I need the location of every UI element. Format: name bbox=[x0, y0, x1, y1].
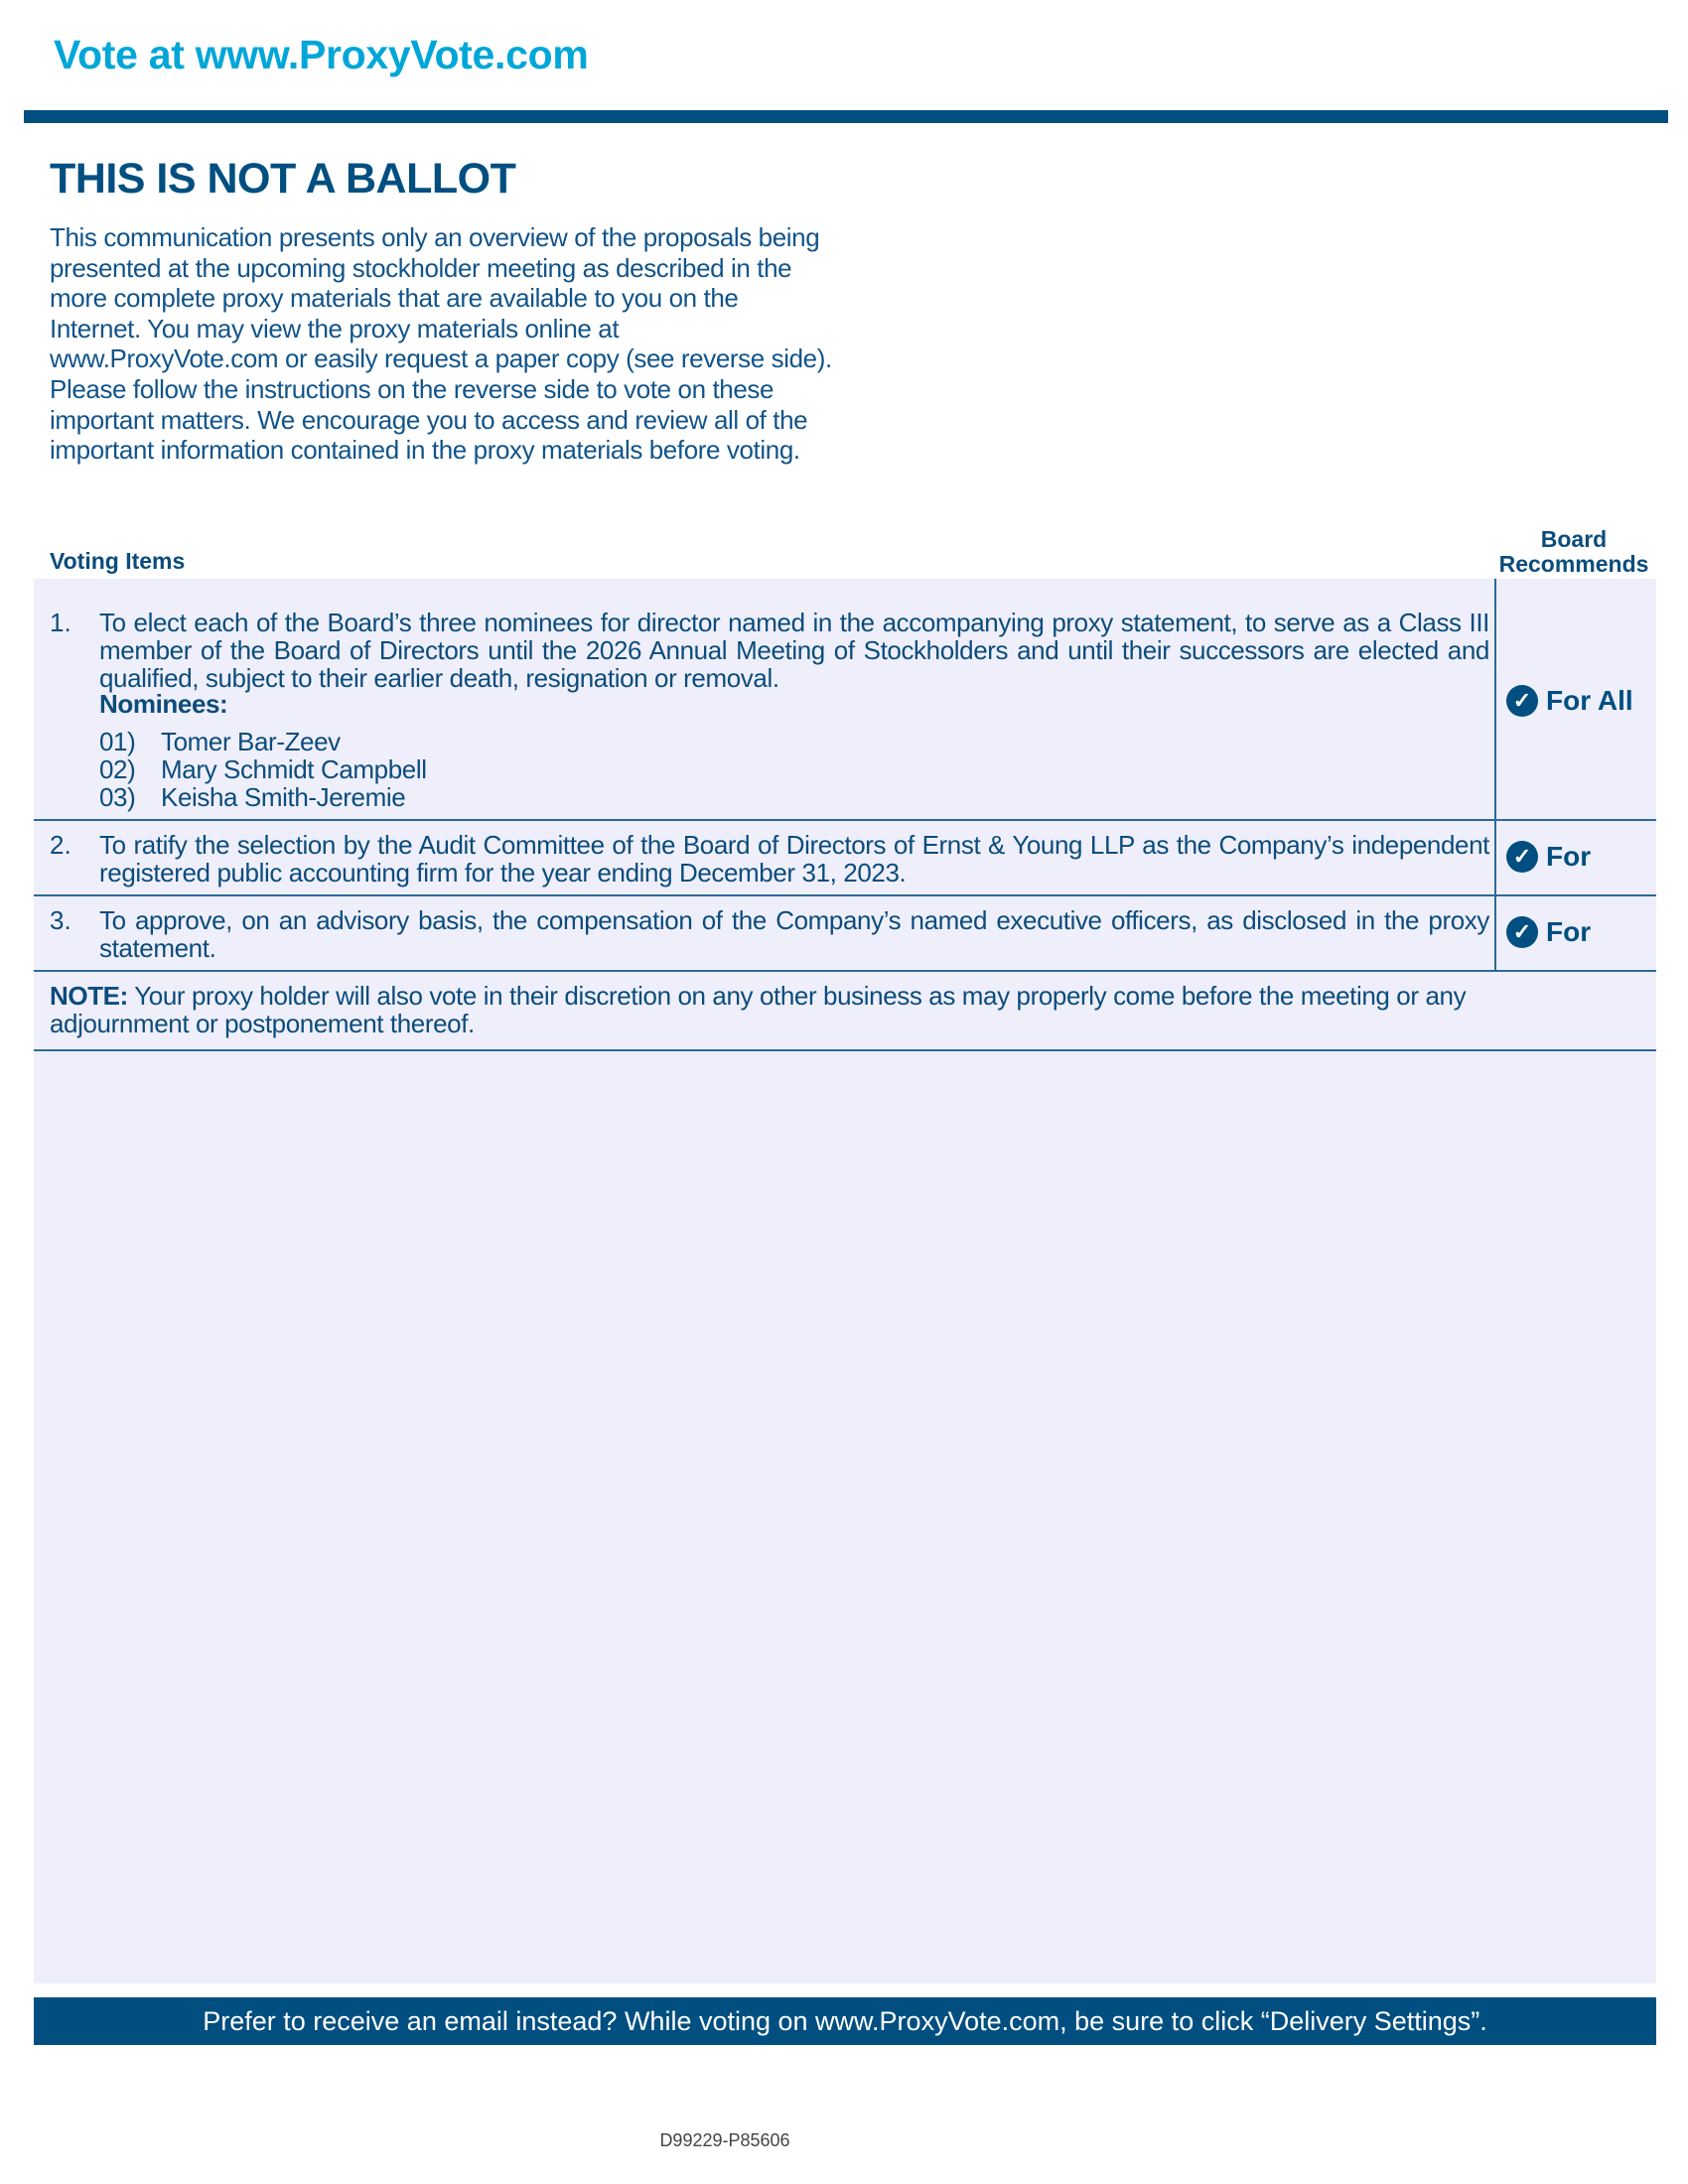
note-body: Your proxy holder will also vote in their discretion on any other business as may properly come before the meeting or any adjournment or postponement thereof. bbox=[50, 981, 1467, 1038]
check-circle-icon: ✓ bbox=[1506, 685, 1538, 717]
nominee-number: 02) bbox=[99, 754, 136, 784]
item-text: To approve, on an advisory basis, the compensation of the Company’s named executive officers, as disclosed in the proxy statement. bbox=[99, 905, 1489, 963]
check-circle-icon: ✓ bbox=[1506, 841, 1538, 873]
document-code: D99229-P85606 bbox=[659, 2130, 790, 2150]
nominee-number: 03) bbox=[99, 782, 136, 812]
note-row bbox=[34, 972, 1656, 1051]
recommendation-label: For All bbox=[1546, 685, 1633, 716]
item-number: 3. bbox=[50, 905, 71, 935]
nominee-name: Mary Schmidt Campbell bbox=[161, 754, 427, 784]
item-number: 2. bbox=[50, 830, 71, 860]
nominee-item bbox=[99, 728, 1489, 755]
board-recommends-header: Board Recommends bbox=[1498, 526, 1649, 577]
voting-item-row-2 bbox=[34, 821, 1656, 896]
recommendation bbox=[1506, 685, 1633, 717]
recommendation bbox=[1506, 916, 1591, 948]
nominees-label: Nominees: bbox=[99, 689, 228, 719]
vote-url-title: Vote at www.ProxyVote.com bbox=[54, 32, 589, 77]
voting-item-row-1 bbox=[34, 579, 1656, 821]
email-delivery-banner: Prefer to receive an email instead? While voting on www.ProxyVote.com, be sure to click “Delivery Settings”. bbox=[34, 1997, 1656, 2045]
page-title: THIS IS NOT A BALLOT bbox=[50, 155, 516, 203]
nominee-item bbox=[99, 755, 1489, 783]
intro-paragraph: This communication presents only an overview of the proposals being presented at the upcoming stockholder meeting as described in the more complete proxy materials that are available to you on the Internet. You may view the proxy materials online at www.ProxyVote.com or easily request a paper copy (see reverse side). Please follow the instructions on the reverse side to vote on these important matters. We encourage you to access and review all of the important information contained in the proxy materials before voting. bbox=[50, 222, 832, 466]
item-number: 1. bbox=[50, 608, 71, 637]
recommendation-cell bbox=[1494, 821, 1656, 894]
nominee-item bbox=[99, 783, 1489, 811]
check-circle-icon: ✓ bbox=[1506, 916, 1538, 948]
voting-items-header: Voting Items bbox=[50, 548, 186, 574]
item-text: To ratify the selection by the Audit Committee of the Board of Directors of Ernst & Young LLP as the Company’s independent registered public accounting firm for the year ending December 31, 2023. bbox=[99, 830, 1489, 887]
item-text: To elect each of the Board’s three nominees for director named in the accompanying proxy statement, to serve as a Class III member of the Board of Directors until the 2026 Annual Meeting of Stockholders and until their successors are elected and qualified, subject to their earlier death, resignation or removal. bbox=[99, 608, 1489, 693]
voting-item-row-3 bbox=[34, 896, 1656, 972]
header-divider-bar bbox=[24, 110, 1668, 123]
recommendation bbox=[1506, 841, 1591, 873]
recommendation-cell bbox=[1494, 896, 1656, 970]
nominee-name: Keisha Smith-Jeremie bbox=[161, 782, 406, 812]
recommendation-label: For bbox=[1546, 841, 1592, 872]
note-text bbox=[50, 982, 1489, 1037]
note-label: NOTE: bbox=[50, 981, 128, 1011]
nominee-list bbox=[99, 728, 1489, 811]
recommendation-cell bbox=[1494, 579, 1656, 819]
recommendation-label: For bbox=[1546, 916, 1592, 947]
nominee-name: Tomer Bar-Zeev bbox=[161, 727, 341, 756]
nominee-number: 01) bbox=[99, 727, 136, 756]
